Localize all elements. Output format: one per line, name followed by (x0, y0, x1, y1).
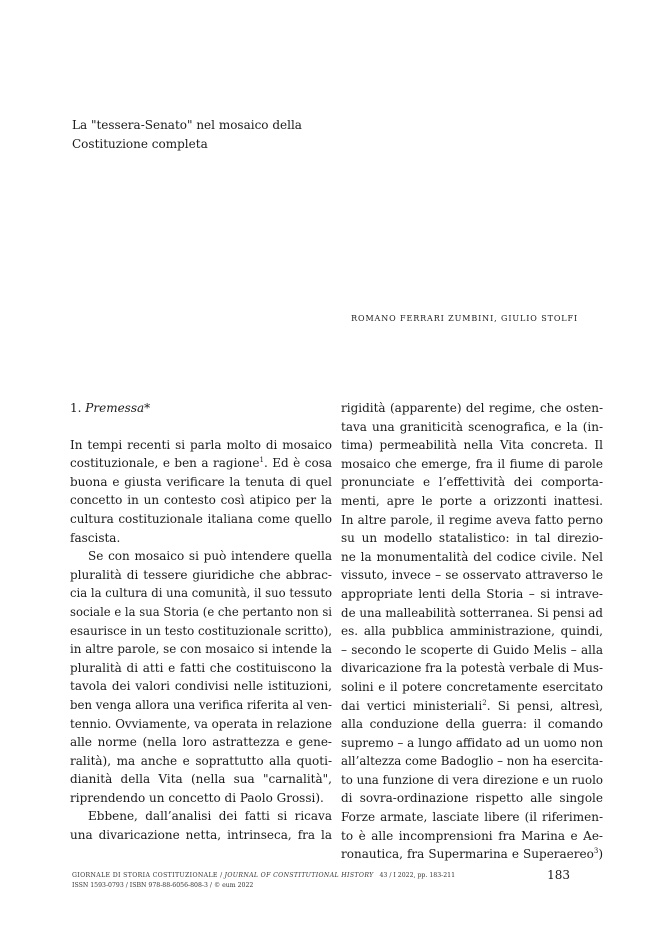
text-line (341, 678, 603, 697)
text-line-content: buona e giusta verificare la tenuta di quel (70, 474, 332, 489)
text-line-continuation: ) (598, 847, 603, 862)
text-line-content: dianità della Vita (nella sua "carnalità", (70, 772, 332, 787)
text-line-content: menti, apre le porte a orizzonti inattesi. (341, 493, 603, 508)
text-line-content: tennio. Ovviamente, va operata in relazione (70, 716, 332, 731)
text-line (70, 491, 332, 510)
text-line-content: mosaico che emerge, fra il fiume di parole (341, 456, 603, 471)
section-title: Premessa* (85, 401, 151, 415)
article-authors: ROMANO FERRARI ZUMBINI, GIULIO STOLFI (351, 314, 578, 323)
text-line (70, 584, 332, 603)
text-line (341, 604, 603, 623)
text-line (341, 845, 603, 864)
article-title-line-1: La "tessera-Senato" nel mosaico della (72, 118, 302, 132)
text-line-content: una divaricazione netta, intrinseca, fra la (70, 828, 332, 843)
right-text-column (341, 399, 603, 864)
text-line (341, 585, 603, 604)
left-column-body (70, 436, 332, 845)
text-line-content: di sovra-ordinazione rispetto alle singole (341, 791, 603, 806)
text-line (70, 807, 332, 826)
text-line-content: esaurisce in un testo costituzionale scritto), (70, 623, 333, 638)
text-line (341, 641, 603, 660)
text-line-content: riprendendo un concetto di Paolo Grossi). (70, 790, 324, 805)
text-line-content: rigidità (apparente) del regime, che osten- (341, 401, 603, 415)
text-line-content: – secondo le scoperte di Guido Melis – alla (341, 642, 603, 657)
page-number: 183 (547, 868, 570, 882)
text-line-content: tavola dei valori condivisi nelle istituzioni, (70, 679, 332, 694)
text-line (70, 603, 333, 622)
text-line (70, 622, 333, 641)
text-line (70, 473, 332, 492)
page-footer (72, 871, 455, 891)
text-line-content: concetto in un contesto così atipico per la (70, 493, 332, 508)
text-line (70, 659, 332, 678)
text-line-content: Ebbene, dall’analisi dei fatti si ricava (88, 809, 332, 824)
text-line-continuation: . Si pensi, altresì, (486, 698, 603, 713)
text-line-content: divaricazione fra la potestà verbale di Mus- (341, 661, 604, 676)
text-line-content: de una malleabilità sotterranea. Si pensi ad (341, 605, 603, 620)
footnote-marker[interactable]: 2 (482, 698, 487, 707)
text-line-content: pluralità di tessere giuridiche che abbrac- (70, 567, 332, 582)
text-line (341, 529, 603, 548)
text-line-content: pronunciate e l’effettività dei comporta- (341, 475, 603, 490)
text-line-content: sociale e la sua Storia (e che pertanto non si (70, 604, 333, 619)
text-line (341, 771, 603, 790)
text-line-content: dai vertici ministeriali (341, 698, 483, 713)
text-line-content: Forze armate, lasciate libere (il riferimen- (341, 810, 603, 825)
footnote-marker[interactable]: 1 (259, 456, 264, 465)
section-number: 1. (70, 401, 82, 415)
text-line-content: all’altezza come Badoglio – non ha esercita- (341, 754, 603, 769)
text-line (341, 436, 603, 455)
text-line (341, 473, 603, 492)
text-line (70, 733, 332, 752)
article-title (72, 116, 592, 153)
left-text-column (70, 399, 332, 845)
footer-journal-en: JOURNAL OF CONSTITUTIONAL HISTORY (224, 872, 374, 879)
text-line (341, 622, 603, 641)
text-line-content: ne la monumentalità del codice civile. Nel (341, 549, 603, 564)
text-line-content: pluralità di atti e fatti che costituiscono la (70, 660, 332, 675)
text-line-content: ben venga allora una verifica riferita al ven- (70, 697, 333, 712)
text-line-content: costituzionale, e ben a ragione (70, 456, 260, 471)
text-line (341, 455, 603, 474)
text-line-content: cia la cultura di una comunità, il suo tessuto (70, 586, 332, 601)
text-line (341, 827, 603, 846)
text-line-content: tava una graniticità scenografica, e la (in- (341, 419, 603, 434)
text-line-content: alla conduzione della guerra: il comando (341, 717, 603, 732)
text-line (341, 566, 603, 585)
text-line (341, 715, 603, 734)
text-line-content: In tempi recenti si parla molto di mosaico (70, 437, 332, 452)
text-line-content: ralità), ma anche e soprattutto alla quoti- (70, 753, 332, 768)
text-line-content: in altre parole, se con mosaico si intende la (70, 642, 333, 657)
text-line (70, 789, 332, 808)
text-line-content: solini e il potere concretamente esercitato (341, 679, 603, 694)
text-line (70, 547, 332, 566)
footer-journal-line (72, 871, 455, 881)
text-line (341, 697, 603, 716)
text-line (70, 510, 332, 529)
text-line (341, 492, 603, 511)
text-line-content: es. alla pubblica amministrazione, quindi, (341, 624, 603, 639)
text-line-content: Se con mosaico si può intendere quella (88, 549, 332, 564)
text-line-content: cultura costituzionale italiana come quello (70, 511, 332, 526)
text-line (341, 734, 601, 753)
text-line-content: fascista. (70, 530, 121, 545)
text-line-content: vissuto, invece – se osservato attraverso le (341, 568, 603, 583)
text-line-content: to una funzione di vera direzione e un ruolo (341, 772, 603, 787)
footnote-marker[interactable]: 3 (593, 847, 599, 856)
text-line (70, 696, 333, 715)
text-line (70, 826, 332, 845)
text-line (70, 640, 333, 659)
text-line (341, 418, 603, 437)
right-column-body (341, 399, 603, 864)
footer-isbn-line: ISSN 1593-0793 / ISBN 978-88-6056-808-3 / © eum 2022 (72, 882, 254, 889)
text-line (341, 399, 603, 418)
text-line (341, 789, 603, 808)
text-line (341, 659, 604, 678)
text-line (70, 752, 332, 771)
text-line (341, 548, 603, 567)
text-line (70, 436, 332, 455)
text-line-content: appropriate lenti della Storia – si intrave- (341, 586, 603, 601)
footer-issue: 43 / I 2022, pp. 183-211 (379, 872, 456, 879)
text-line (70, 566, 332, 585)
footer-journal-it: GIORNALE DI STORIA COSTITUZIONALE / (72, 872, 223, 879)
text-line-continuation: . Ed è cosa (263, 456, 333, 471)
text-line (70, 529, 332, 548)
text-line-content: ronautica, fra Supermarina e Superaereo (341, 847, 594, 862)
article-title-line-2: Costituzione completa (72, 136, 208, 151)
text-line (70, 770, 332, 789)
section-heading (70, 399, 332, 418)
text-line-content: to è alle incomprensioni fra Marina e Ae- (341, 828, 603, 843)
text-line-content: tima) permeabilità nella Vita concreta. Il (341, 438, 603, 453)
text-line (70, 454, 332, 473)
text-line (70, 715, 332, 734)
text-line (70, 677, 332, 696)
text-line-content: su un modello statalistico: in tal direzio- (341, 531, 603, 546)
text-line (341, 511, 603, 530)
text-line (341, 752, 603, 771)
text-line (341, 808, 603, 827)
text-line-content: alle norme (nella loro astrattezza e gene- (70, 735, 332, 750)
text-line-content: In altre parole, il regime aveva fatto perno (341, 512, 603, 527)
text-line-content: supremo – a lungo affidato ad un uomo non (341, 735, 603, 750)
